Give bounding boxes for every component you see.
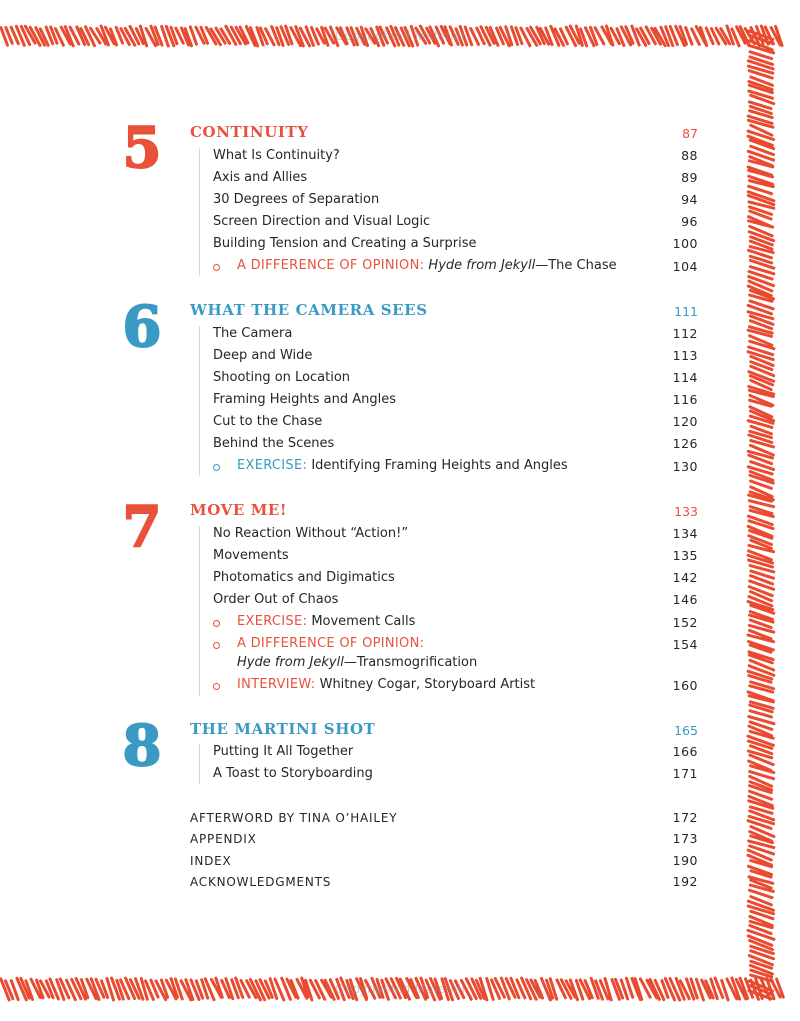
toc-entry[interactable]: What Is Continuity?: [213, 148, 340, 163]
backmatter-page: 173: [672, 831, 698, 846]
backmatter-page: 192: [672, 874, 698, 889]
divider-line: [199, 744, 200, 784]
backmatter-item[interactable]: ACKNOWLEDGMENTS: [190, 875, 332, 889]
bullet-icon: [213, 642, 220, 649]
chapter-page: 133: [674, 504, 698, 519]
subentry-keyword: EXERCISE:: [237, 458, 308, 473]
chapter-number: 8: [122, 713, 162, 779]
toc-entry[interactable]: Cut to the Chase: [213, 414, 323, 429]
divider-line: [199, 148, 200, 276]
toc-entry[interactable]: Axis and Allies: [213, 170, 308, 185]
toc-entry[interactable]: Shooting on Location: [213, 370, 351, 385]
subentry-keyword: EXERCISE:: [237, 614, 308, 629]
bullet-icon: [213, 620, 220, 627]
backmatter-page: 190: [672, 853, 698, 868]
toc-subentry[interactable]: [237, 634, 424, 654]
toc-page: 142: [672, 570, 698, 585]
chapter-title[interactable]: WHAT THE CAMERA SEES: [190, 301, 428, 319]
bullet-icon: [213, 464, 220, 471]
toc-subentry[interactable]: [237, 456, 568, 476]
toc-page: 113: [672, 348, 698, 363]
watermark-bottom: Copyrighted Material: [335, 981, 465, 996]
toc-page: 114: [672, 370, 698, 385]
subentry-rest: Whitney Cogar, Storyboard Artist: [315, 677, 536, 692]
toc-page: 116: [672, 392, 698, 407]
toc-page: 160: [672, 678, 698, 693]
toc-page: 96: [681, 214, 698, 229]
chapter-page: 111: [674, 304, 698, 319]
toc-page: 120: [672, 414, 698, 429]
chapter-number: 6: [122, 294, 162, 360]
subentry-rest: —The Chase: [535, 258, 617, 273]
toc-entry[interactable]: Order Out of Chaos: [213, 592, 339, 607]
chapter-page: 87: [682, 126, 698, 141]
toc-page: 146: [672, 592, 698, 607]
toc-page: 112: [672, 326, 698, 341]
chapter-title[interactable]: CONTINUITY: [190, 123, 309, 141]
toc-entry[interactable]: Movements: [213, 548, 289, 563]
subentry-keyword: INTERVIEW:: [237, 677, 316, 692]
divider-line: [199, 326, 200, 476]
toc-page: 171: [672, 766, 698, 781]
chapter-number: 5: [122, 115, 162, 181]
backmatter-item[interactable]: INDEX: [190, 854, 232, 868]
toc-page: 152: [672, 615, 698, 630]
toc-page: 94: [681, 192, 698, 207]
subentry-rest: Identifying Framing Heights and Angles: [307, 458, 568, 473]
backmatter-item[interactable]: AFTERWORD BY TINA O’HAILEY: [190, 811, 398, 825]
chapter-number: 7: [122, 494, 162, 560]
toc-page: 100: [672, 236, 698, 251]
watermark-top: Copyrighted Material: [335, 28, 465, 43]
toc-subentry[interactable]: [237, 256, 617, 276]
toc-page: 88: [681, 148, 698, 163]
toc-subentry-line2[interactable]: [237, 653, 477, 673]
toc-entry[interactable]: No Reaction Without “Action!”: [213, 526, 409, 541]
subentry-italic: Hyde from Jekyll: [237, 655, 344, 670]
subentry-keyword: A DIFFERENCE OF OPINION:: [237, 636, 425, 651]
toc-page: 126: [672, 436, 698, 451]
backmatter-page: 172: [672, 810, 698, 825]
toc-subentry[interactable]: [237, 612, 415, 632]
subentry-rest: Movement Calls: [307, 614, 416, 629]
chapter-title[interactable]: THE MARTINI SHOT: [190, 720, 376, 738]
toc-entry[interactable]: Building Tension and Creating a Surprise: [213, 236, 477, 251]
chapter-page: 165: [674, 723, 698, 738]
toc-entry[interactable]: Framing Heights and Angles: [213, 392, 396, 407]
bullet-icon: [213, 683, 220, 690]
toc-entry[interactable]: Putting It All Together: [213, 744, 354, 759]
toc-entry[interactable]: Screen Direction and Visual Logic: [213, 214, 431, 229]
toc-page: 134: [672, 526, 698, 541]
toc-page: 135: [672, 548, 698, 563]
toc-entry[interactable]: Photomatics and Digimatics: [213, 570, 395, 585]
backmatter-item[interactable]: APPENDIX: [190, 832, 257, 846]
toc-page: 130: [672, 459, 698, 474]
chapter-title[interactable]: MOVE ME!: [190, 501, 288, 519]
subentry-keyword: A DIFFERENCE OF OPINION:: [237, 258, 425, 273]
toc-entry[interactable]: A Toast to Storyboarding: [213, 766, 373, 781]
toc-page: 166: [672, 744, 698, 759]
bullet-icon: [213, 264, 220, 271]
toc-entry[interactable]: Behind the Scenes: [213, 436, 335, 451]
toc-subentry[interactable]: [237, 675, 535, 695]
toc-entry[interactable]: The Camera: [213, 326, 293, 341]
toc-entry[interactable]: 30 Degrees of Separation: [213, 192, 380, 207]
toc-page: 104: [672, 259, 698, 274]
divider-line: [199, 526, 200, 696]
toc-page: 89: [681, 170, 698, 185]
toc-entry[interactable]: Deep and Wide: [213, 348, 313, 363]
subentry-italic: Hyde from Jekyll: [428, 258, 536, 273]
subentry-rest: —Transmogrification: [343, 655, 478, 670]
toc-page: 154: [672, 637, 698, 652]
